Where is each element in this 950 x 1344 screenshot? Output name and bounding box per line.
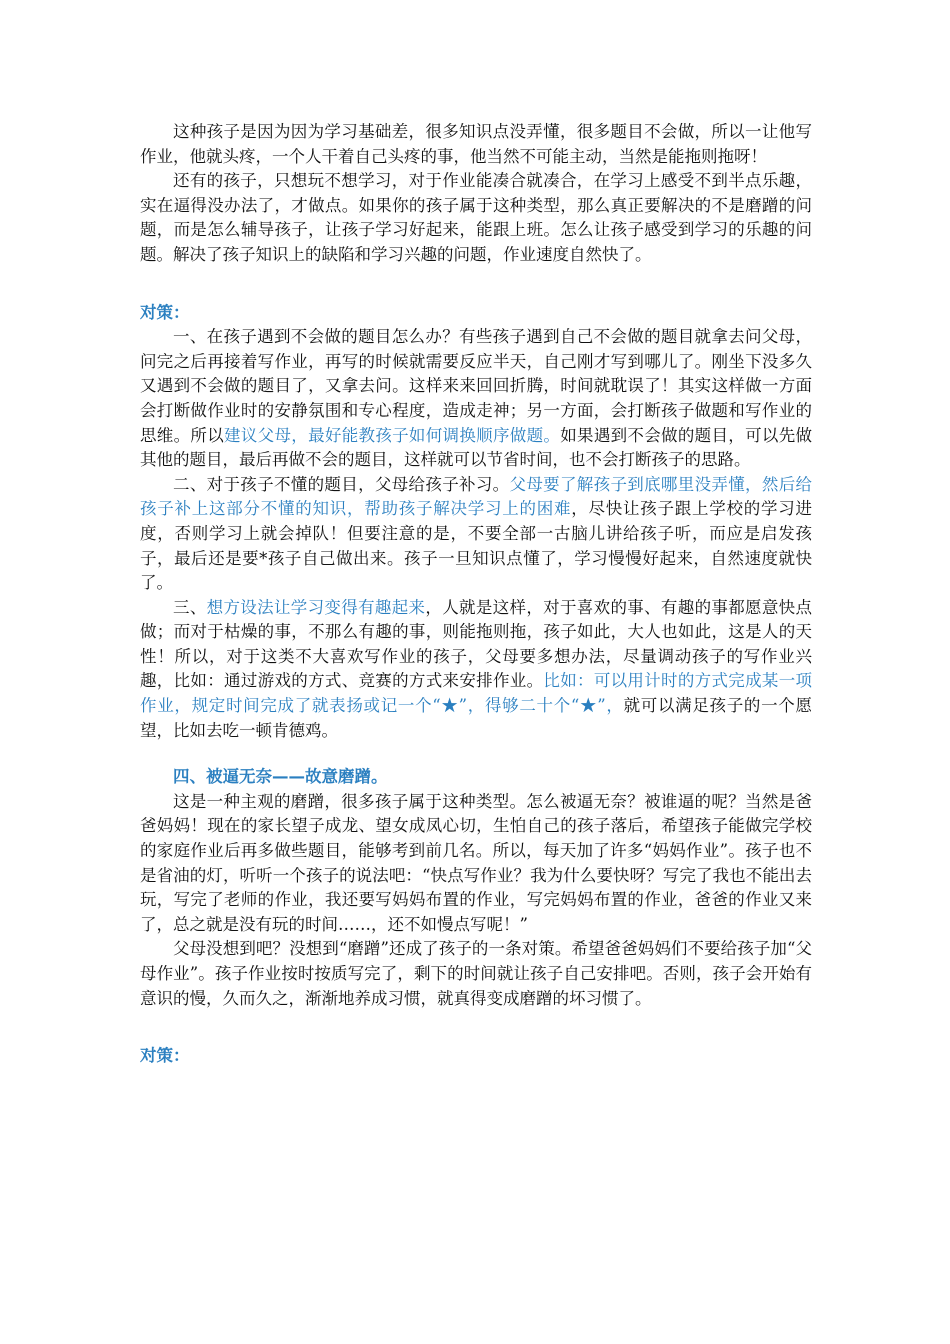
strategy-3 <box>140 596 812 744</box>
spacer <box>140 268 812 301</box>
paragraph-parents: 父母没想到吧？没想到“磨蹭”还成了孩子的一条对策。希望爸爸妈妈们不要给孩子加“父母作业”。孩子作业按时按质写完了，剩下的时间就让孩子自己安排吧。否则，孩子会开始有意识的慢，久而久之，渐渐地养成习惯，就真得变成磨蹭的坏习惯了。 <box>140 939 812 1008</box>
strategy-1-text-end: 如果遇到不会做的题目，可以先做其他的题目，最后再做不会的题目，这样就可以节省时间，也不会打断孩子的思路。 <box>140 425 813 470</box>
spacer <box>140 1011 812 1044</box>
strategy-2-highlight: 父母要了解孩子到底哪里没弄懂，然后给孩子补上这部分不懂的知识，帮助孩子解决学习上的困难 <box>140 474 813 519</box>
document-page <box>140 120 812 1069</box>
paragraph-forced: 这是一种主观的磨蹭，很多孩子属于这种类型。怎么被逼无奈？被谁逼的呢？当然是爸爸妈妈！现在的家长望子成龙、望女成凤心切，生怕自己的孩子落后，希望孩子能做完学校的家庭作业后再多做些题目，能够考到前几名。所以，每天加了许多“妈妈作业”。孩子也不是省油的灯，听听一个孩子的说法吧：“快点写作业？我为什么要快呀？写完了我也不能出去玩，写完了老师的作业，我还要写妈妈布置的作业，写完妈妈布置的作业，爸爸的作业又来了，总之就是没有玩的时间……，还不如慢点写呢！” <box>140 791 812 934</box>
paragraph-play: 还有的孩子，只想玩不想学习，对于作业能凑合就凑合，在学习上感受不到半点乐趣，实在逼得没办法了，才做点。如果你的孩子属于这种类型，那么真正要解决的不是磨蹭的问题，而是怎么辅导孩子，让孩子学习好起来，能跟上班。怎么让孩子感受到学习的乐趣的问题。解决了孩子知识上的缺陷和学习兴趣的问题，作业速度自然快了。 <box>140 171 812 264</box>
spacer <box>140 743 812 765</box>
strategy-1-highlight: 建议父母，最好能教孩子如何调换顺序做题。 <box>224 425 561 445</box>
strategy-2 <box>140 473 812 596</box>
strategy-1 <box>140 325 812 473</box>
paragraph-basics: 这种孩子是因为因为学习基础差，很多知识点没弄懂，很多题目不会做，所以一让他写作业，他就头疼，一个人干着自己头疼的事，他当然不可能主动，当然是能拖则拖呀！ <box>140 122 812 166</box>
strategy-3-text-end: 就可以满足孩子的一个愿望，比如去吃一顿肯德鸡。 <box>140 696 813 740</box>
strategy-3-text-mid: ，人就是这样，对于喜欢的事、有趣的事都愿意快点做；而对于枯燥的事，不那么有趣的事，则能拖则拖，孩子如此，大人也如此，这是人的天性！所以，对于这类不大喜欢写作业的孩子，父母要多想办法，尽量调动孩子的写作业兴趣，比如：通过游戏的方式、竞赛的方式来安排作业。 <box>140 597 813 691</box>
strategy-1-text: 一、在孩子遇到不会做的题目怎么办？有些孩子遇到自己不会做的题目就拿去问父母，问完之后再接着写作业，再写的时候就需要反应半天，自己刚才写到哪儿了。刚坐下没多久又遇到不会做的题目了，又拿去问。这样来来回回折腾，时间就耽误了！其实这样做一方面会打断做作业时的安静氛围和专心程度，造成走神；另一方面，会打断孩子做题和写作业的思维。所以 <box>140 327 812 445</box>
strategy-3-highlight: 想方设法让学习变得有趣起来 <box>206 597 426 617</box>
section-heading-forced: 四、被逼无奈——故意磨蹭。 <box>173 767 388 787</box>
strategy-heading: 对策： <box>140 302 190 322</box>
strategy-2-text-end: ，尽快让孩子跟上学校的学习进度，否则学习上就会掉队！但要注意的是，不要全部一古脑儿讲给孩子听，而应是启发孩子，最后还是要*孩子自己做出来。孩子一旦知识点懂了，学习慢慢好起来，自然速度就快了。 <box>140 499 812 593</box>
strategy-3-highlight-example: 比如：可以用计时的方式完成某一项作业，规定时间完成了就表扬或记一个“★”，得够二十个“★”， <box>140 671 813 716</box>
strategy-heading-2: 对策： <box>140 1046 190 1066</box>
strategy-2-text: 二、对于孩子不懂的题目，父母给孩子补习。 <box>173 474 510 494</box>
strategy-3-text: 三、 <box>173 597 207 617</box>
